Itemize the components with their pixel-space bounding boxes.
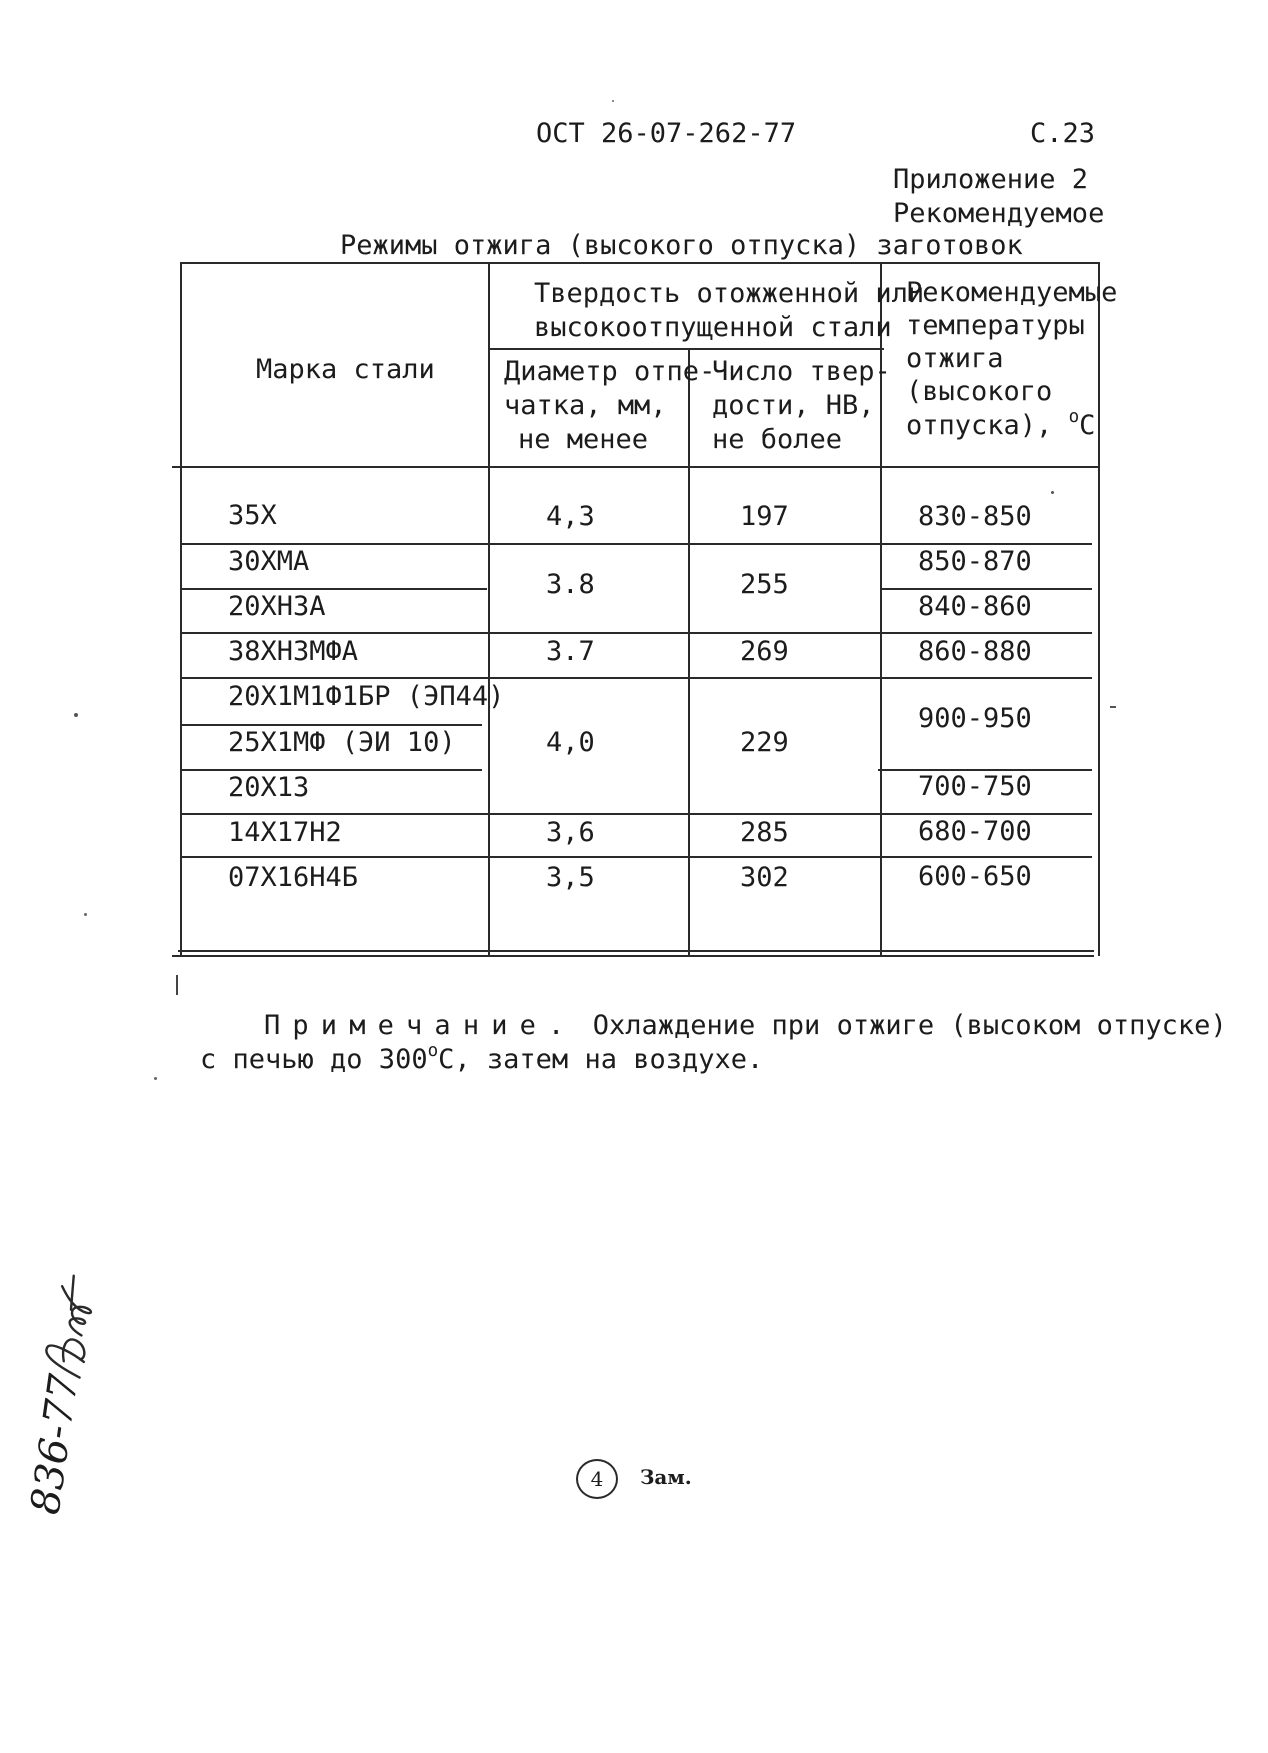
table-border-right <box>1098 262 1100 956</box>
steel-grade: 20Х13 <box>228 772 310 803</box>
table-border-left <box>180 262 182 956</box>
steel-grade: 38ХН3МФА <box>228 636 359 667</box>
page-number-circle <box>576 1459 618 1499</box>
temperature-value: 840-860 <box>918 591 1032 622</box>
scan-speck <box>84 913 87 916</box>
steel-grade: 20Х1М1Ф1БР (ЭП44) <box>228 681 505 712</box>
temperature-value: 900-950 <box>918 703 1032 734</box>
row-rule <box>182 769 482 771</box>
table-title: Режимы отжига (высокого отпуска) заготовок <box>340 230 1023 261</box>
hardness-value: 285 <box>740 817 789 848</box>
note <box>264 1008 1227 1043</box>
change-mark: Зам. <box>640 1465 692 1489</box>
page-number-circle-text: 4 <box>590 1467 604 1491</box>
note-line2-start: с печью до 300 <box>200 1044 428 1075</box>
temperature-value: 700-750 <box>918 771 1032 802</box>
temperature-value: 860-880 <box>918 636 1032 667</box>
scan-speck <box>74 713 78 717</box>
appendix-status: Рекомендуемое <box>893 198 1105 229</box>
note-label: Примечание. <box>264 1010 577 1041</box>
header-diameter: Диаметр отпе- <box>504 356 716 387</box>
header-bottom-rule <box>172 466 1100 468</box>
scan-speck <box>154 1077 157 1080</box>
note-line1: Охлаждение при отжиге (высоком отпуске) <box>592 1010 1227 1041</box>
diameter-value: 3.7 <box>546 636 595 667</box>
column-divider <box>488 262 490 956</box>
hardness-value: 229 <box>740 727 789 758</box>
handwritten-signature <box>32 1266 107 1383</box>
header-temperature: отжига <box>906 343 1004 374</box>
page-number: С.23 <box>1030 118 1096 149</box>
diameter-value: 3,6 <box>546 817 595 848</box>
header-temperature: температуры <box>906 310 1085 341</box>
header-hardness-hb: не более <box>712 424 843 455</box>
steel-grade: 14Х17Н2 <box>228 817 342 848</box>
scan-speck <box>176 975 178 995</box>
row-rule <box>182 856 1092 858</box>
note-line2-end: С, затем на воздухе. <box>438 1044 764 1075</box>
degree-sign: о <box>1068 407 1080 428</box>
hardness-value: 269 <box>740 636 789 667</box>
header-hardness-group: высокоотпущенной стали <box>534 312 892 343</box>
header-temperature-text: отпуска), <box>906 410 1053 441</box>
diameter-value: 4,3 <box>546 501 595 532</box>
scan-speck <box>612 100 614 102</box>
diameter-value: 3.8 <box>546 569 595 600</box>
scan-speck <box>1110 706 1116 708</box>
row-rule <box>182 724 482 726</box>
column-divider <box>688 349 690 956</box>
steel-grade: 25Х1МФ (ЭИ 10) <box>228 727 456 758</box>
table-border-bottom <box>172 955 1094 957</box>
degree-sign: о <box>427 1041 439 1062</box>
row-rule <box>182 543 1092 545</box>
header-diameter: не менее <box>518 424 649 455</box>
steel-grade: 35Х <box>228 500 277 531</box>
temperature-value: 830-850 <box>918 501 1032 532</box>
diameter-value: 4,0 <box>546 727 595 758</box>
hardness-value: 197 <box>740 501 789 532</box>
hardness-value: 302 <box>740 862 789 893</box>
temperature-value: 680-700 <box>918 816 1032 847</box>
steel-grade: 30ХМА <box>228 546 310 577</box>
steel-grade: 07Х16Н4Б <box>228 862 359 893</box>
table-border-top <box>182 262 1100 264</box>
row-rule <box>182 588 487 590</box>
scan-speck <box>1051 491 1054 494</box>
header-hardness-hb: Число твер- <box>712 356 891 387</box>
diameter-value: 3,5 <box>546 862 595 893</box>
row-rule <box>182 677 1092 679</box>
hardness-value: 255 <box>740 569 789 600</box>
steel-grade: 20ХН3А <box>228 591 326 622</box>
row-rule <box>182 813 1092 815</box>
table-border-bottom <box>178 950 1094 952</box>
document-code: ОСТ 26-07-262-77 <box>536 118 797 149</box>
appendix-label: Приложение 2 <box>893 164 1089 195</box>
row-rule <box>880 588 1092 590</box>
handwritten-registration <box>9 1271 112 1518</box>
header-hardness-group: Твердость отожженной или <box>534 278 925 309</box>
header-temperature: Рекомендуемые <box>906 277 1118 308</box>
note-continuation <box>200 1042 763 1077</box>
header-steel-grade: Марка стали <box>256 354 435 385</box>
header-subdivider <box>490 348 884 350</box>
temperature-value: 850-870 <box>918 546 1032 577</box>
header-temperature <box>906 407 1096 441</box>
header-diameter: чатка, мм, <box>504 390 667 421</box>
celsius-unit: С <box>1079 410 1096 441</box>
header-temperature: (высокого <box>906 376 1053 407</box>
temperature-value: 600-650 <box>918 861 1032 892</box>
handwritten-number: 836-77 <box>22 1371 88 1518</box>
row-rule <box>182 632 1092 634</box>
header-hardness-hb: дости, НВ, <box>712 390 875 421</box>
